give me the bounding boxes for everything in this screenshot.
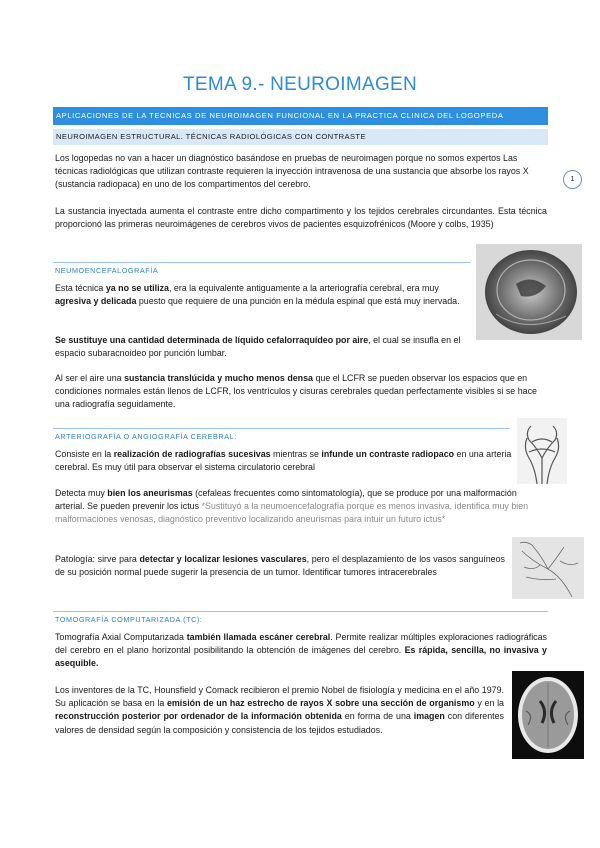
neumoencefalografia-xray-image <box>476 244 582 340</box>
page-number-badge: 1 <box>563 170 582 189</box>
heading-neumoencefalografia: NEUMOENCEFALOGRAFÍA <box>55 266 159 275</box>
neumo-paragraph-1: Esta técnica ya no se utiliza, era la equivalente antiguamente a la arteriografía cerebral, era muy agresiva y delicada puesto que requiere de una punción en la médula espinal que está muy inervada. <box>55 283 460 307</box>
tc-paragraph-1: Tomografía Axial Computarizada también llamada escáner cerebral. Permite realizar múltiples exploraciones radiográficas del cerebro en el plano horizontal posibilitando la obtención de imágenes del cerebro. Es rápida, sencilla, no invasiva y asequible. <box>55 632 547 669</box>
divider <box>53 262 471 263</box>
heading-arteriografia: ARTERIOGRAFÍA O ANGIOGRAFÍA CEREBRAL: <box>55 432 237 441</box>
arterio-paragraph-2: Detecta muy bien los aneurismas (cefaleas frecuentes como sintomatología), que se produce por una malformación arterial. Se pueden prevenir los ictus *Sustituyó a la neumoencefalografía porque es menos invasiva, identifica muy bien malformaciones venosas, diagnóstico preventivo localizando aneurismas para intuir un futuro ictus* <box>55 488 529 525</box>
main-section-banner: APLICACIONES DE LA TECNICAS DE NEUROIMAGEN FUNCIONAL EN LA PRACTICA CLINICA DEL LOGOPEDA <box>53 107 548 125</box>
heading-tomografia: TOMOGRAFÍA COMPUTARIZADA (TC): <box>55 615 203 624</box>
intro-paragraph-1: Los logopedas no van a hacer un diagnóstico basándose en pruebas de neuroimagen porque no somos expertos Las técnicas radiológicas que utilizan contraste requieren la inyección intravenosa de una sustancia que absorbe los rayos X (sustancia radiopaca) en uno de los compartimentos del cerebro. <box>55 153 529 190</box>
divider <box>53 611 548 612</box>
page-title: TEMA 9.- NEUROIMAGEN <box>182 74 418 95</box>
sub-section-banner: NEUROIMAGEN ESTRUCTURAL. TÉCNICAS RADIOLÓGICAS CON CONTRASTE <box>53 129 548 145</box>
neumo-paragraph-3: Al ser el aire una sustancia translúcida y mucho menos densa que el LCFR se pueden observar los espacios que en condiciones normales están llenos de LCFR, los ventrículos y cisuras cerebrales quedan perfectamente visibles si se hace una radiografía seguidamente. <box>55 373 537 410</box>
arterio-paragraph-1: Consiste en la realización de radiografías sucesivas mientras se infunde un contraste radiopaco en una arteria cerebral. Es muy útil para observar el sistema circulatorio cerebral <box>55 449 512 473</box>
arterio-paragraph-3: Patología: sirve para detectar y localizar lesiones vasculares, pero el desplazamiento de los vasos sanguíneos de su posición normal puede sugerir la presencia de un tumor. Identificar tumores intracerebrales <box>55 554 505 578</box>
vascular-lesion-image <box>512 537 584 599</box>
angiography-image <box>517 418 567 484</box>
tc-paragraph-2: Los inventores de la TC, Hounsfield y Comack recibieron el premio Nobel de fisiología y medicina en el año 1979. Su aplicación se basa en la emisión de un haz estrecho de rayos X sobre una sección de organismo y en la reconstrucción posterior por ordenador de la información obtenida en forma de una imagen con diferentes valores de densidad según la composición y consistencia de los tejidos estudiados. <box>55 685 504 735</box>
neumo-paragraph-2: Se sustituye una cantidad determinada de líquido cefalorraquídeo por aire, el cual se insufla en el espacio subaracnoideo por punción lumbar. <box>55 335 461 359</box>
ct-scan-image <box>512 671 584 759</box>
divider <box>53 428 510 429</box>
intro-paragraph-2: La sustancia inyectada aumenta el contraste entre dicho compartimento y los tejidos cerebrales circundantes. Esta técnica proporcionó las primeras neuroimágenes de cerebros vivos de pacientes esquizofrénicos (Moore y colbs, 1935) <box>55 206 547 230</box>
